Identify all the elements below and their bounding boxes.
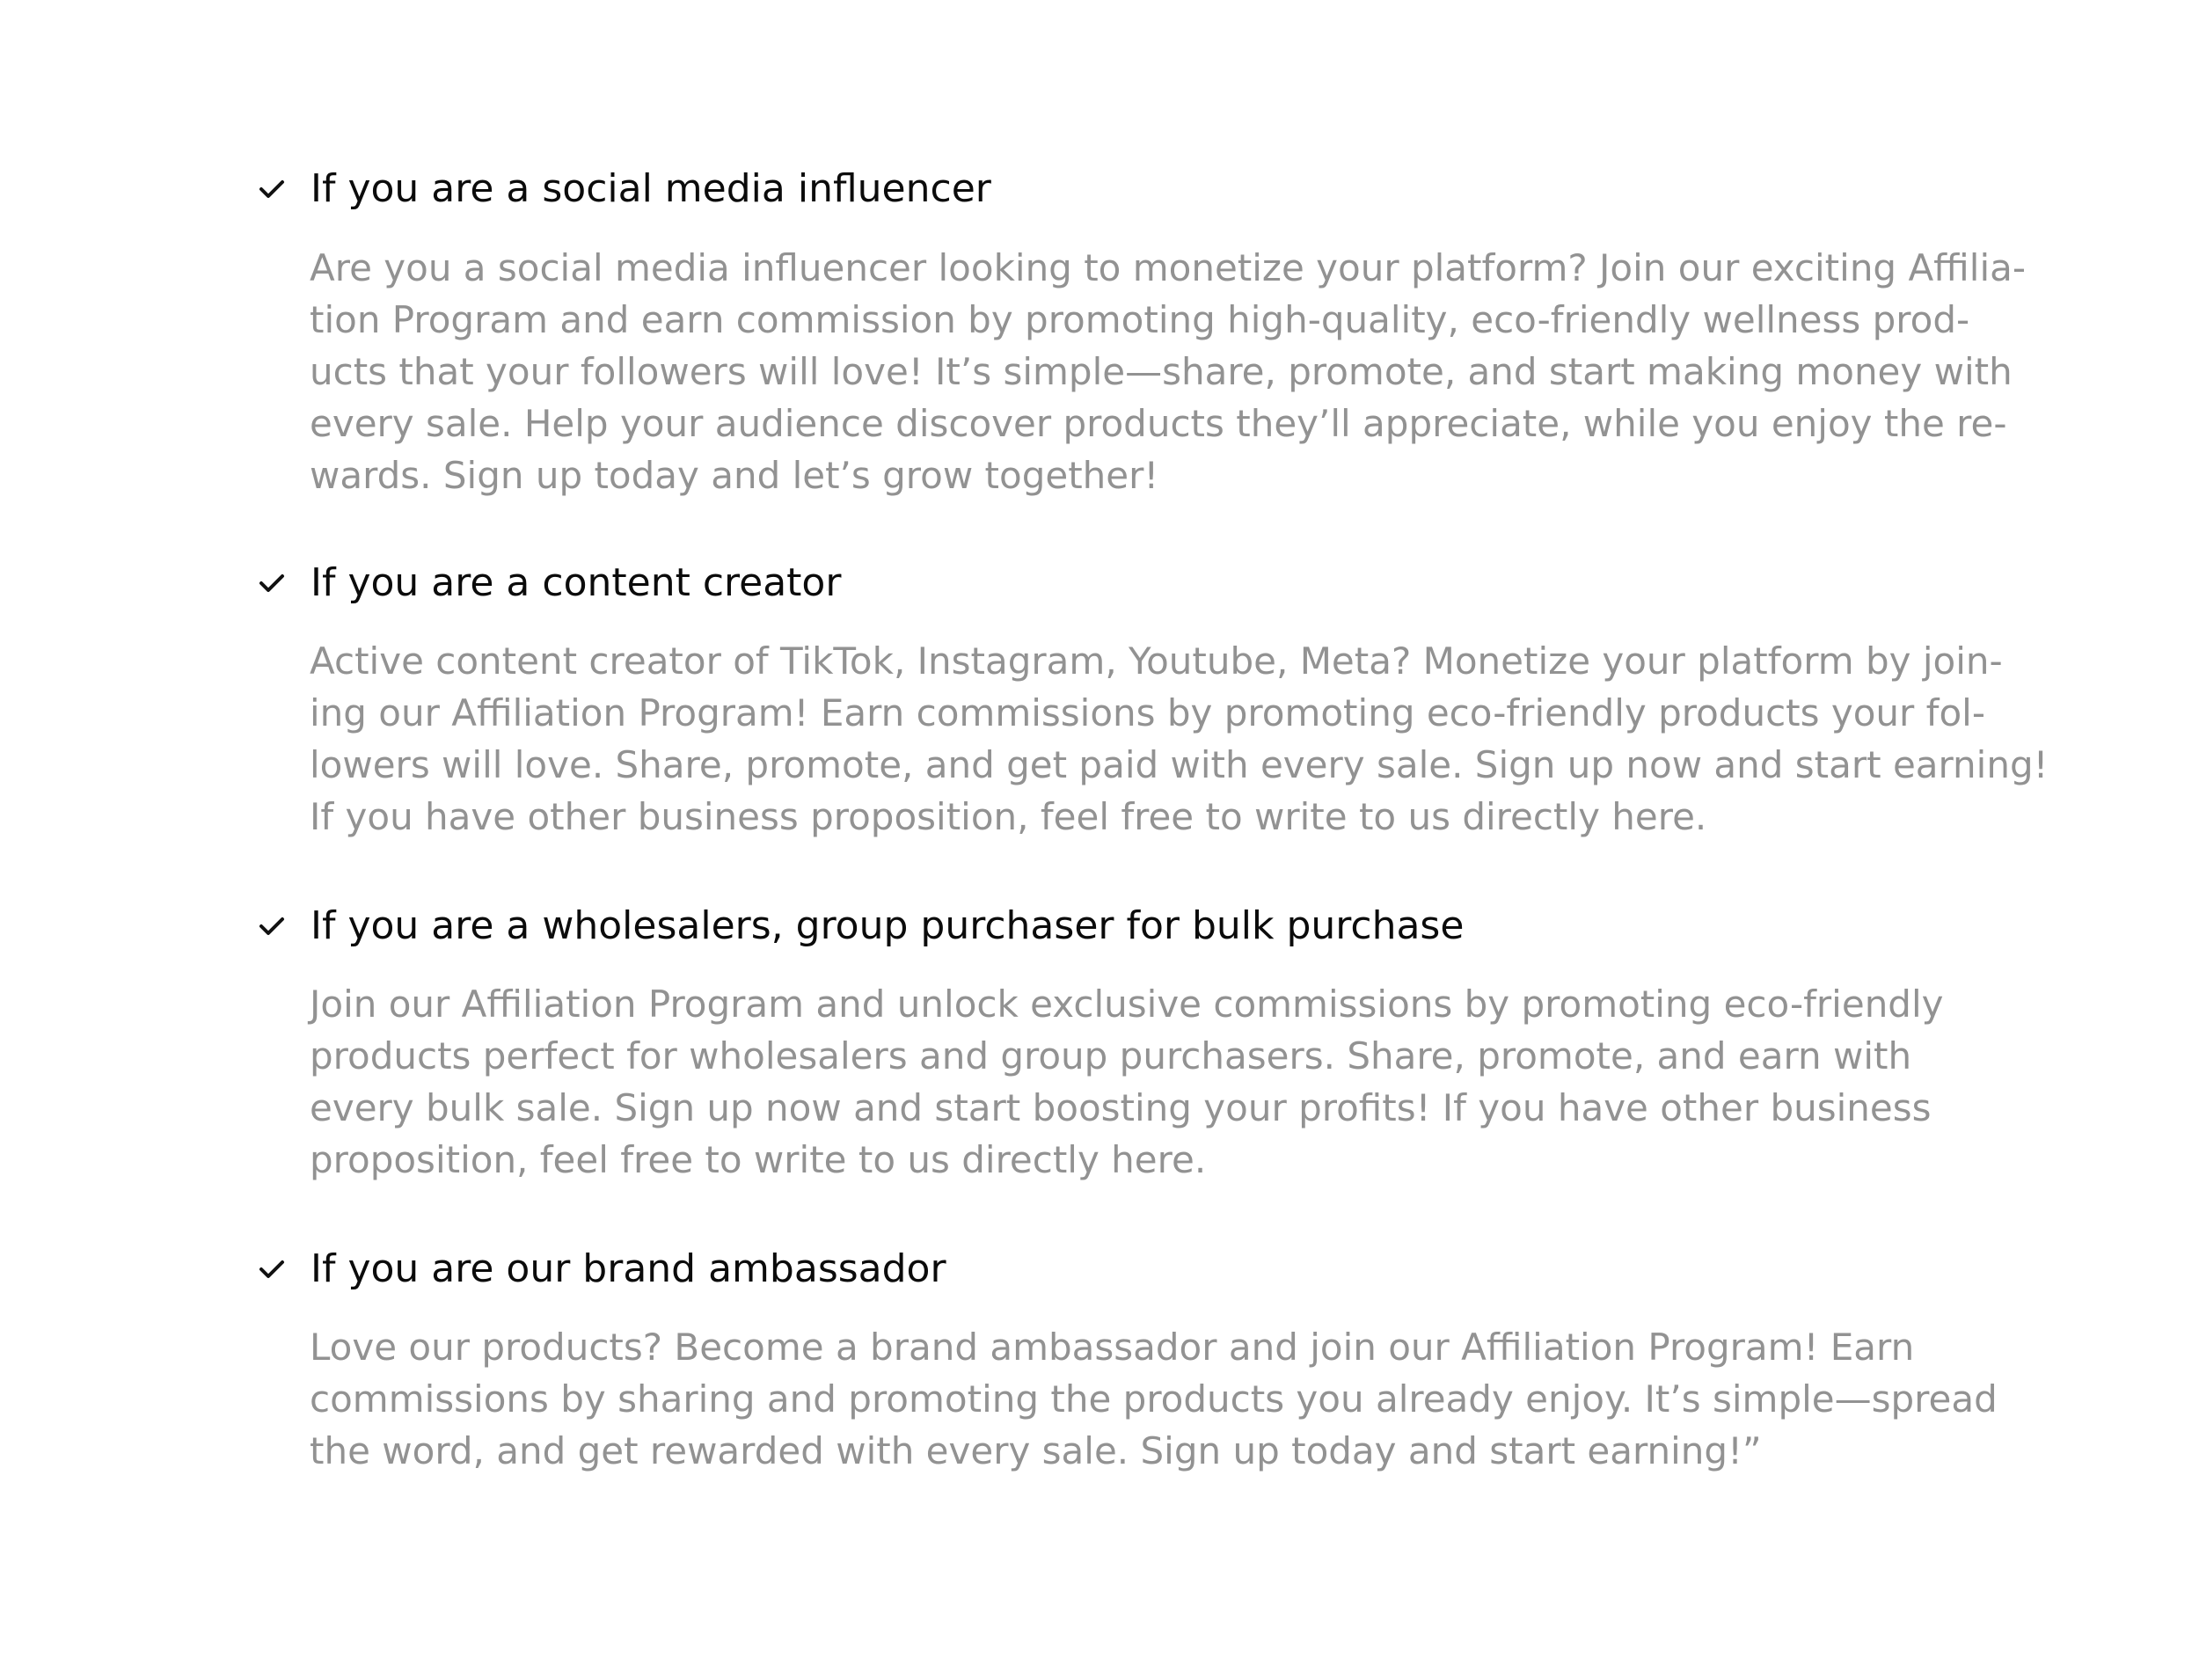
- item-heading: [258, 162, 991, 215]
- description-line: tion Program and earn commission by promoting high-quality, eco-friendly wellness prod-: [310, 298, 1970, 341]
- description-line: Love our products? Become a brand ambassador and join our Affiliation Program! Earn: [310, 1326, 1915, 1369]
- description-line: Active content creator of TikTok, Instagram, Youtube, Meta? Monetize your platform by join-: [310, 639, 2003, 683]
- description-line: ing our Affiliation Program! Earn commissions by promoting eco-friendly products your fol-: [310, 691, 1985, 734]
- description-line: every sale. Help your audience discover products they’ll appreciate, while you enjoy the re-: [310, 402, 2007, 445]
- item-heading: [258, 556, 841, 609]
- check-icon: [258, 174, 286, 202]
- item-title: If you are our brand ambassador: [310, 1245, 946, 1291]
- item-heading: [258, 899, 1464, 952]
- check-icon: [258, 911, 286, 939]
- description-line: commissions by sharing and promoting the products you already enjoy. It’s simple—spread: [310, 1377, 1998, 1421]
- description-line: proposition, feel free to write to us directly here.: [310, 1138, 1207, 1181]
- item-heading: [258, 1242, 946, 1295]
- item-description: [310, 242, 2051, 501]
- description-line: lowers will love. Share, promote, and get paid with every sale. Sign up now and start earning!: [310, 743, 2049, 786]
- item-description: [310, 635, 2051, 843]
- description-line: wards. Sign up today and let’s grow together!: [310, 454, 1159, 497]
- description-line: Are you a social media influencer looking to monetize your platform? Join our exciting Affilia-: [310, 246, 2027, 289]
- description-line: If you have other business proposition, feel free to write to us directly here.: [310, 795, 1707, 838]
- check-icon: [258, 1254, 286, 1282]
- item-title: If you are a content creator: [310, 559, 842, 605]
- item-description: [310, 1321, 2051, 1477]
- description-line: Join our Affiliation Program and unlock exclusive commissions by promoting eco-friendly: [310, 982, 1944, 1026]
- item-title: If you are a wholesalers, group purchaser for bulk purchase: [310, 902, 1465, 948]
- description-line: the word, and get rewarded with every sale. Sign up today and start earning!”: [310, 1429, 1762, 1472]
- check-icon: [258, 568, 286, 596]
- item-description: [310, 978, 2051, 1186]
- description-line: every bulk sale. Sign up now and start boosting your profits! If you have other business: [310, 1086, 1932, 1129]
- item-title: If you are a social media influencer: [310, 165, 991, 211]
- description-line: products perfect for wholesalers and group purchasers. Share, promote, and earn with: [310, 1034, 1912, 1077]
- description-line: ucts that your followers will love! It’s simple—share, promote, and start making money with: [310, 350, 2013, 393]
